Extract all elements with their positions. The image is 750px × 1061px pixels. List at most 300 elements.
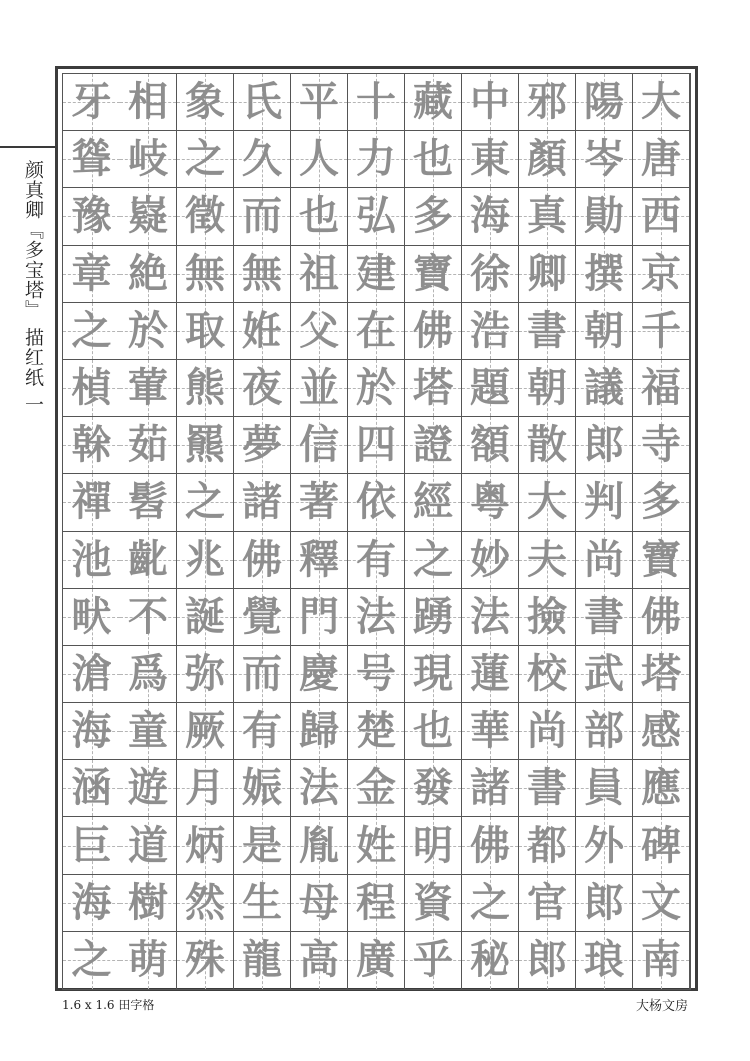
character-cell bbox=[633, 760, 690, 817]
character-cell bbox=[519, 303, 576, 360]
character-cell bbox=[519, 589, 576, 646]
trace-character: 茹 bbox=[128, 421, 168, 469]
character-cell bbox=[120, 932, 177, 989]
trace-character: 象 bbox=[185, 78, 225, 126]
character-cell bbox=[291, 932, 348, 989]
trace-character: 佛 bbox=[242, 535, 282, 583]
character-cell bbox=[234, 703, 291, 760]
character-cell bbox=[576, 474, 633, 531]
character-cell bbox=[348, 303, 405, 360]
character-cell bbox=[63, 646, 120, 703]
trace-character: 京 bbox=[641, 249, 681, 297]
trace-character: 慶 bbox=[299, 649, 339, 697]
character-cell bbox=[405, 474, 462, 531]
trace-character: 發 bbox=[413, 764, 453, 812]
character-cell bbox=[576, 246, 633, 303]
trace-character: 無 bbox=[242, 249, 282, 297]
character-cell bbox=[63, 188, 120, 245]
character-cell bbox=[633, 246, 690, 303]
trace-character: 撰 bbox=[584, 249, 624, 297]
trace-character: 文 bbox=[641, 878, 681, 926]
character-cell bbox=[120, 817, 177, 874]
character-cell bbox=[576, 131, 633, 188]
character-cell bbox=[120, 589, 177, 646]
character-cell bbox=[234, 417, 291, 474]
trace-character: 之 bbox=[185, 478, 225, 526]
trace-character: 力 bbox=[356, 135, 396, 183]
character-cell bbox=[633, 703, 690, 760]
character-cell bbox=[348, 817, 405, 874]
trace-character: 法 bbox=[470, 592, 510, 640]
trace-character: 徵 bbox=[185, 192, 225, 240]
grid-column bbox=[405, 74, 462, 989]
trace-character: 氏 bbox=[242, 78, 282, 126]
character-cell bbox=[633, 74, 690, 131]
character-cell bbox=[633, 474, 690, 531]
character-cell bbox=[120, 474, 177, 531]
character-cell bbox=[63, 703, 120, 760]
character-cell bbox=[462, 875, 519, 932]
character-cell bbox=[576, 360, 633, 417]
character-cell bbox=[633, 646, 690, 703]
trace-character: 武 bbox=[584, 649, 624, 697]
trace-character: 諸 bbox=[470, 764, 510, 812]
character-cell bbox=[63, 360, 120, 417]
character-cell bbox=[462, 74, 519, 131]
character-cell bbox=[177, 932, 234, 989]
trace-character: 依 bbox=[356, 478, 396, 526]
trace-character: 而 bbox=[242, 649, 282, 697]
character-cell bbox=[234, 131, 291, 188]
grid-column bbox=[576, 74, 633, 989]
character-cell bbox=[177, 589, 234, 646]
character-cell bbox=[177, 817, 234, 874]
character-cell bbox=[519, 646, 576, 703]
character-cell bbox=[291, 188, 348, 245]
character-cell bbox=[348, 932, 405, 989]
trace-character: 尚 bbox=[584, 535, 624, 583]
character-cell bbox=[405, 646, 462, 703]
trace-character: 之 bbox=[71, 936, 112, 984]
trace-character: 散 bbox=[527, 421, 567, 469]
trace-character: 寶 bbox=[641, 535, 681, 583]
trace-character: 資 bbox=[413, 878, 453, 926]
character-cell bbox=[348, 74, 405, 131]
character-cell bbox=[519, 74, 576, 131]
grid-column bbox=[291, 74, 348, 989]
character-cell bbox=[291, 875, 348, 932]
character-cell bbox=[633, 875, 690, 932]
trace-character: 也 bbox=[413, 135, 453, 183]
trace-character: 經 bbox=[413, 478, 453, 526]
character-cell bbox=[177, 474, 234, 531]
trace-character: 夫 bbox=[527, 535, 567, 583]
trace-character: 弘 bbox=[356, 192, 396, 240]
character-cell bbox=[177, 532, 234, 589]
character-cell bbox=[576, 875, 633, 932]
trace-character: 畎 bbox=[71, 592, 112, 640]
trace-character: 禪 bbox=[71, 478, 112, 526]
character-cell bbox=[63, 589, 120, 646]
trace-character: 羆 bbox=[185, 421, 225, 469]
trace-character: 華 bbox=[470, 707, 510, 755]
character-cell bbox=[405, 188, 462, 245]
character-cell bbox=[519, 703, 576, 760]
character-cell bbox=[63, 760, 120, 817]
character-cell bbox=[291, 360, 348, 417]
trace-character: 取 bbox=[185, 306, 225, 354]
character-cell bbox=[462, 474, 519, 531]
trace-character: 並 bbox=[299, 364, 339, 412]
trace-character: 塔 bbox=[641, 649, 681, 697]
trace-character: 粤 bbox=[470, 478, 510, 526]
trace-character: 有 bbox=[356, 535, 396, 583]
character-cell bbox=[633, 131, 690, 188]
trace-character: 著 bbox=[299, 478, 339, 526]
trace-character: 程 bbox=[356, 878, 396, 926]
trace-character: 胤 bbox=[299, 821, 339, 869]
trace-character: 豫 bbox=[71, 192, 112, 240]
trace-character: 多 bbox=[413, 192, 453, 240]
trace-character: 邪 bbox=[527, 78, 567, 126]
trace-character: 浩 bbox=[470, 306, 510, 354]
trace-character: 童 bbox=[128, 707, 168, 755]
character-cell bbox=[234, 932, 291, 989]
trace-character: 炳 bbox=[185, 821, 225, 869]
character-cell bbox=[405, 417, 462, 474]
trace-character: 外 bbox=[584, 821, 624, 869]
character-cell bbox=[177, 360, 234, 417]
trace-character: 久 bbox=[242, 135, 282, 183]
character-cell bbox=[519, 474, 576, 531]
trace-character: 千 bbox=[641, 306, 681, 354]
grid-column bbox=[120, 74, 177, 989]
trace-character: 西 bbox=[641, 192, 681, 240]
character-cell bbox=[405, 760, 462, 817]
character-cell bbox=[63, 246, 120, 303]
character-cell bbox=[348, 417, 405, 474]
trace-character: 髫 bbox=[128, 478, 168, 526]
character-cell bbox=[519, 532, 576, 589]
trace-character: 涵 bbox=[71, 764, 112, 812]
character-cell bbox=[120, 74, 177, 131]
character-cell bbox=[576, 417, 633, 474]
character-cell bbox=[234, 303, 291, 360]
trace-character: 郎 bbox=[584, 878, 624, 926]
trace-character: 兆 bbox=[185, 535, 225, 583]
character-cell bbox=[63, 303, 120, 360]
trace-character: 信 bbox=[299, 421, 339, 469]
character-cell bbox=[348, 703, 405, 760]
grid-column bbox=[633, 74, 690, 989]
trace-character: 寺 bbox=[641, 421, 681, 469]
character-cell bbox=[519, 246, 576, 303]
character-cell bbox=[177, 760, 234, 817]
character-cell bbox=[633, 360, 690, 417]
character-cell bbox=[405, 303, 462, 360]
trace-character: 齔 bbox=[128, 535, 168, 583]
character-cell bbox=[291, 303, 348, 360]
character-cell bbox=[234, 474, 291, 531]
character-cell bbox=[63, 817, 120, 874]
character-cell bbox=[462, 303, 519, 360]
character-cell bbox=[348, 589, 405, 646]
character-cell bbox=[576, 817, 633, 874]
trace-character: 廣 bbox=[356, 936, 396, 984]
trace-character: 佛 bbox=[641, 592, 681, 640]
character-cell bbox=[576, 760, 633, 817]
trace-character: 陽 bbox=[584, 78, 624, 126]
trace-character: 真 bbox=[527, 192, 567, 240]
character-cell bbox=[462, 360, 519, 417]
trace-character: 父 bbox=[299, 306, 339, 354]
trace-character: 額 bbox=[470, 421, 510, 469]
character-cell bbox=[120, 131, 177, 188]
publisher-label: 大杨文房 bbox=[635, 999, 688, 1014]
trace-character: 相 bbox=[128, 78, 168, 126]
character-cell bbox=[519, 760, 576, 817]
trace-character: 踴 bbox=[413, 592, 453, 640]
trace-character: 是 bbox=[242, 821, 282, 869]
trace-character: 海 bbox=[71, 707, 112, 755]
character-cell bbox=[633, 303, 690, 360]
trace-character: 聳 bbox=[71, 135, 112, 183]
character-cell bbox=[405, 589, 462, 646]
trace-character: 金 bbox=[356, 764, 396, 812]
trace-character: 乎 bbox=[413, 936, 453, 984]
character-cell bbox=[234, 246, 291, 303]
character-cell bbox=[120, 875, 177, 932]
trace-character: 之 bbox=[71, 306, 112, 354]
trace-character: 諸 bbox=[242, 478, 282, 526]
character-cell bbox=[177, 703, 234, 760]
character-cell bbox=[234, 817, 291, 874]
trace-character: 号 bbox=[356, 649, 396, 697]
character-cell bbox=[348, 532, 405, 589]
trace-character: 勛 bbox=[584, 192, 624, 240]
character-cell bbox=[63, 932, 120, 989]
trace-character: 琅 bbox=[584, 936, 624, 984]
trace-character: 嶷 bbox=[128, 192, 168, 240]
grid-column bbox=[63, 74, 120, 989]
character-cell bbox=[291, 131, 348, 188]
trace-character: 唐 bbox=[641, 135, 681, 183]
trace-character: 無 bbox=[185, 249, 225, 297]
trace-character: 牙 bbox=[71, 78, 112, 126]
trace-character: 之 bbox=[413, 535, 453, 583]
trace-character: 佛 bbox=[413, 306, 453, 354]
character-cell bbox=[234, 74, 291, 131]
character-cell bbox=[405, 246, 462, 303]
character-cell bbox=[576, 703, 633, 760]
character-cell bbox=[291, 703, 348, 760]
trace-character: 也 bbox=[299, 192, 339, 240]
grid-column bbox=[519, 74, 576, 989]
character-cell bbox=[462, 532, 519, 589]
character-cell bbox=[405, 360, 462, 417]
character-cell bbox=[576, 532, 633, 589]
character-cell bbox=[291, 646, 348, 703]
trace-character: 現 bbox=[413, 649, 453, 697]
trace-character: 四 bbox=[356, 421, 396, 469]
trace-character: 感 bbox=[641, 707, 681, 755]
trace-character: 平 bbox=[299, 78, 339, 126]
trace-character: 之 bbox=[185, 135, 225, 183]
character-cell bbox=[177, 417, 234, 474]
trace-character: 大 bbox=[641, 78, 681, 126]
trace-character: 弥 bbox=[185, 649, 225, 697]
trace-character: 中 bbox=[470, 78, 510, 126]
character-cell bbox=[462, 817, 519, 874]
trace-character: 明 bbox=[413, 821, 453, 869]
character-cell bbox=[576, 646, 633, 703]
character-cell bbox=[405, 817, 462, 874]
trace-character: 證 bbox=[413, 421, 453, 469]
trace-character: 在 bbox=[356, 306, 396, 354]
character-cell bbox=[462, 646, 519, 703]
character-cell bbox=[519, 131, 576, 188]
character-cell bbox=[462, 188, 519, 245]
trace-character: 尚 bbox=[527, 707, 567, 755]
trace-character: 郎 bbox=[527, 936, 567, 984]
trace-character: 之 bbox=[470, 878, 510, 926]
trace-character: 十 bbox=[356, 78, 396, 126]
character-cell bbox=[633, 817, 690, 874]
character-cell bbox=[63, 532, 120, 589]
character-cell bbox=[519, 188, 576, 245]
character-cell bbox=[177, 875, 234, 932]
character-cell bbox=[462, 417, 519, 474]
character-cell bbox=[177, 646, 234, 703]
trace-character: 藏 bbox=[413, 78, 453, 126]
trace-character: 福 bbox=[641, 364, 681, 412]
trace-character: 熊 bbox=[185, 364, 225, 412]
trace-character: 釋 bbox=[299, 535, 339, 583]
trace-character: 應 bbox=[641, 764, 681, 812]
trace-character: 多 bbox=[641, 478, 681, 526]
character-cell bbox=[291, 532, 348, 589]
character-cell bbox=[234, 646, 291, 703]
character-cell bbox=[633, 932, 690, 989]
character-cell bbox=[291, 474, 348, 531]
trace-character: 姓 bbox=[356, 821, 396, 869]
character-cell bbox=[63, 131, 120, 188]
character-cell bbox=[519, 817, 576, 874]
trace-character: 部 bbox=[584, 707, 624, 755]
trace-character: 南 bbox=[641, 936, 681, 984]
trace-character: 遊 bbox=[128, 764, 168, 812]
character-cell bbox=[177, 131, 234, 188]
character-cell bbox=[348, 474, 405, 531]
character-cell bbox=[519, 932, 576, 989]
trace-character: 歸 bbox=[299, 707, 339, 755]
trace-character: 而 bbox=[242, 192, 282, 240]
character-cell bbox=[177, 74, 234, 131]
character-cell bbox=[462, 131, 519, 188]
character-cell bbox=[633, 188, 690, 245]
trace-character: 不 bbox=[128, 592, 168, 640]
character-cell bbox=[348, 131, 405, 188]
trace-character: 楨 bbox=[71, 364, 112, 412]
trace-character: 厥 bbox=[185, 707, 225, 755]
character-cell bbox=[405, 932, 462, 989]
trace-character: 人 bbox=[299, 135, 339, 183]
trace-character: 建 bbox=[356, 249, 396, 297]
trace-character: 道 bbox=[128, 821, 168, 869]
character-cell bbox=[633, 417, 690, 474]
trace-character: 榦 bbox=[71, 421, 112, 469]
character-cell bbox=[120, 532, 177, 589]
character-cell bbox=[576, 74, 633, 131]
trace-character: 也 bbox=[413, 707, 453, 755]
grid-column bbox=[234, 74, 291, 989]
character-cell bbox=[120, 760, 177, 817]
trace-character: 妙 bbox=[470, 535, 510, 583]
trace-character: 於 bbox=[356, 364, 396, 412]
trace-character: 誕 bbox=[185, 592, 225, 640]
grid-column bbox=[177, 74, 234, 989]
character-cell bbox=[120, 246, 177, 303]
trace-character: 高 bbox=[299, 936, 339, 984]
trace-character: 萌 bbox=[128, 936, 168, 984]
character-cell bbox=[405, 532, 462, 589]
trace-character: 議 bbox=[584, 364, 624, 412]
tianzige-grid bbox=[62, 73, 691, 990]
character-cell bbox=[291, 589, 348, 646]
trace-character: 殊 bbox=[185, 936, 225, 984]
character-cell bbox=[576, 188, 633, 245]
character-cell bbox=[519, 875, 576, 932]
character-cell bbox=[177, 303, 234, 360]
trace-character: 蓮 bbox=[470, 649, 510, 697]
character-cell bbox=[120, 417, 177, 474]
character-cell bbox=[291, 74, 348, 131]
character-cell bbox=[348, 760, 405, 817]
trace-character: 娠 bbox=[242, 764, 282, 812]
trace-character: 員 bbox=[584, 764, 624, 812]
character-cell bbox=[63, 474, 120, 531]
character-cell bbox=[405, 131, 462, 188]
character-cell bbox=[120, 703, 177, 760]
character-cell bbox=[462, 703, 519, 760]
character-cell bbox=[576, 303, 633, 360]
trace-character: 碑 bbox=[641, 821, 681, 869]
trace-character: 月 bbox=[185, 764, 225, 812]
character-cell bbox=[348, 246, 405, 303]
grid-column bbox=[348, 74, 405, 989]
character-cell bbox=[519, 360, 576, 417]
trace-character: 海 bbox=[470, 192, 510, 240]
trace-character: 爲 bbox=[128, 649, 168, 697]
character-cell bbox=[576, 589, 633, 646]
character-cell bbox=[291, 817, 348, 874]
trace-character: 書 bbox=[527, 306, 567, 354]
trace-character: 章 bbox=[71, 249, 112, 297]
trace-character: 顏 bbox=[527, 135, 567, 183]
character-cell bbox=[633, 532, 690, 589]
character-cell bbox=[348, 360, 405, 417]
trace-character: 覺 bbox=[242, 592, 282, 640]
trace-character: 有 bbox=[242, 707, 282, 755]
side-divider-line bbox=[0, 146, 56, 148]
trace-character: 徐 bbox=[470, 249, 510, 297]
trace-character: 於 bbox=[128, 306, 168, 354]
character-cell bbox=[462, 589, 519, 646]
character-cell bbox=[120, 303, 177, 360]
character-cell bbox=[234, 875, 291, 932]
trace-character: 然 bbox=[185, 878, 225, 926]
character-cell bbox=[462, 932, 519, 989]
